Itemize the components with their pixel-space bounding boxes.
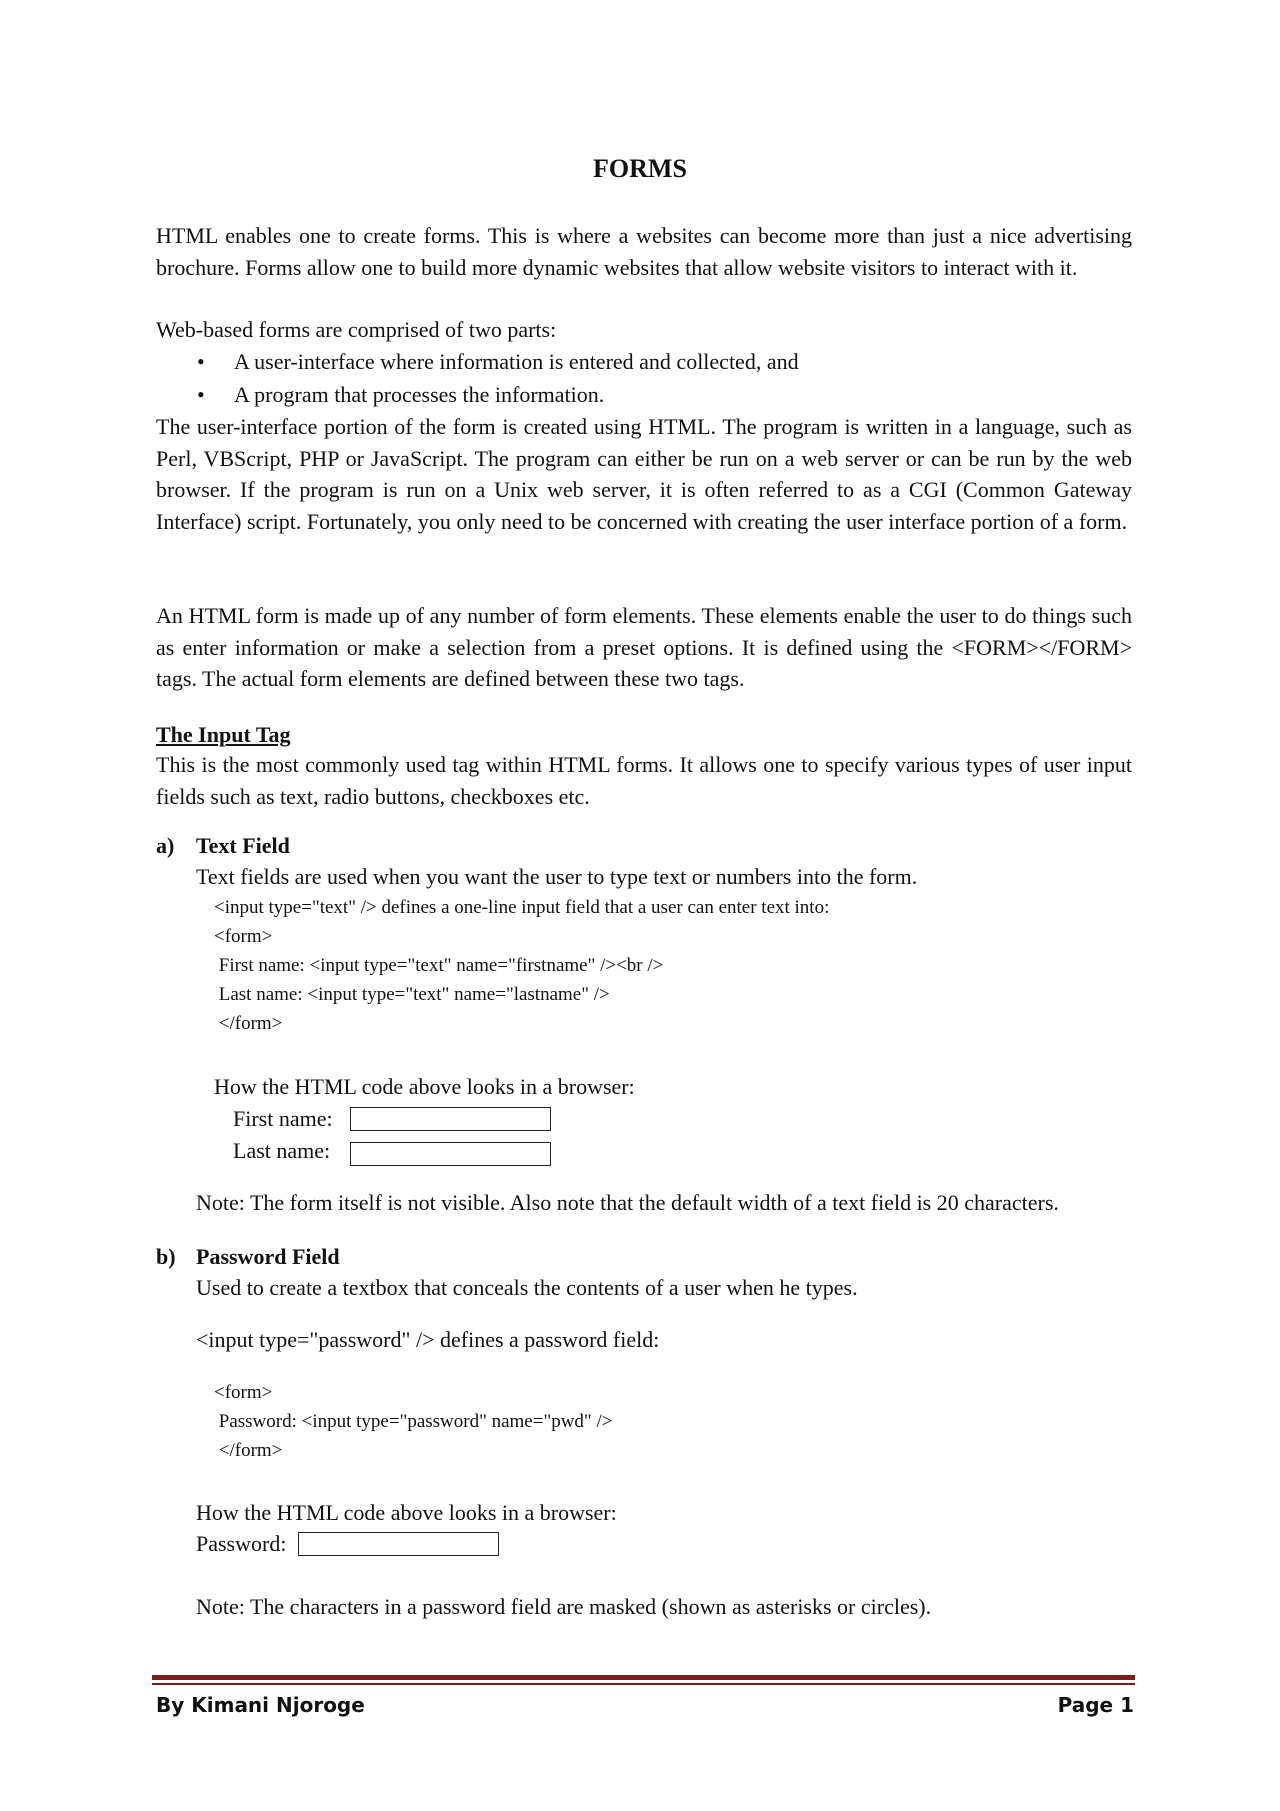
password-label: Password: (196, 1531, 287, 1556)
bullet-icon: • (197, 382, 205, 407)
section-a-label: a) (156, 833, 175, 858)
list-item: • A program that processes the information. (197, 378, 799, 411)
section-b-define-line: <input type="password" /> defines a password field: (196, 1327, 660, 1352)
bullet-icon: • (197, 349, 205, 374)
footer-rule-thin (152, 1683, 1135, 1685)
section-b-desc: Used to create a textbox that conceals the contents of a user when he types. (196, 1275, 858, 1300)
section-a-browser-label: How the HTML code above looks in a browser: (214, 1074, 635, 1099)
page-title: FORMS (593, 154, 687, 183)
section-a-note: Note: The form itself is not visible. Also note that the default width of a text field is 20 characters. (196, 1190, 1059, 1215)
code-line: Password: <input type="password" name="pwd" /> (214, 1411, 613, 1432)
section-b-browser-label: How the HTML code above looks in a browser: (196, 1500, 617, 1525)
section-b-note: Note: The characters in a password field are masked (shown as asterisks or circles). (196, 1594, 932, 1619)
code-line: <input type="text" /> defines a one-line input field that a user can enter text into: (214, 897, 830, 918)
parts-list (197, 345, 799, 411)
section-b-title: Password Field (196, 1244, 340, 1269)
code-line: </form> (214, 1440, 283, 1461)
section-a-desc: Text fields are used when you want the user to type text or numbers into the form. (196, 864, 918, 889)
code-line: </form> (214, 1013, 283, 1034)
code-line: <form> (214, 926, 273, 947)
input-tag-heading: The Input Tag (156, 722, 291, 747)
first-name-label: First name: (233, 1106, 333, 1131)
code-line: Last name: <input type="text" name="lastname" /> (214, 984, 610, 1005)
section-a-title: Text Field (196, 833, 290, 858)
parts-intro: Web-based forms are comprised of two parts: (156, 317, 557, 342)
ui-paragraph: The user-interface portion of the form is created using HTML. The program is written in a language, such as Perl, VBScript, PHP or JavaScript. The program can either be run on a web server or can be run by the web browser. If the program is run on a Unix web server, it is often referred to as a CGI (Common Gateway Interface) script. Fortunately, you only need to be concerned with creating the user interface portion of a form. (156, 414, 1132, 534)
last-name-input[interactable] (350, 1142, 551, 1166)
input-tag-paragraph: This is the most commonly used tag within HTML forms. It allows one to specify various types of user input fields such as text, radio buttons, checkboxes etc. (156, 752, 1132, 809)
list-item: • A user-interface where information is entered and collected, and (197, 345, 799, 378)
form-paragraph: An HTML form is made up of any number of form elements. These elements enable the user to do things such as enter information or make a selection from a preset options. It is defined using the <FORM></FORM> tags. The actual form elements are defined between these two tags. (156, 603, 1132, 691)
last-name-label: Last name: (233, 1138, 331, 1163)
footer-author: By Kimani Njoroge (156, 1693, 365, 1717)
first-name-input[interactable] (350, 1107, 551, 1131)
intro-paragraph: HTML enables one to create forms. This is where a websites can become more than just a nice advertising brochure. Forms allow one to build more dynamic websites that allow website visitors to interact with it. (156, 223, 1132, 280)
section-b-label: b) (156, 1244, 176, 1269)
code-line: <form> (214, 1382, 273, 1403)
code-line: First name: <input type="text" name="firstname" /><br /> (214, 955, 664, 976)
footer-rule (152, 1675, 1135, 1680)
footer-page-number: Page 1 (1057, 1693, 1134, 1717)
password-input[interactable] (298, 1532, 499, 1556)
